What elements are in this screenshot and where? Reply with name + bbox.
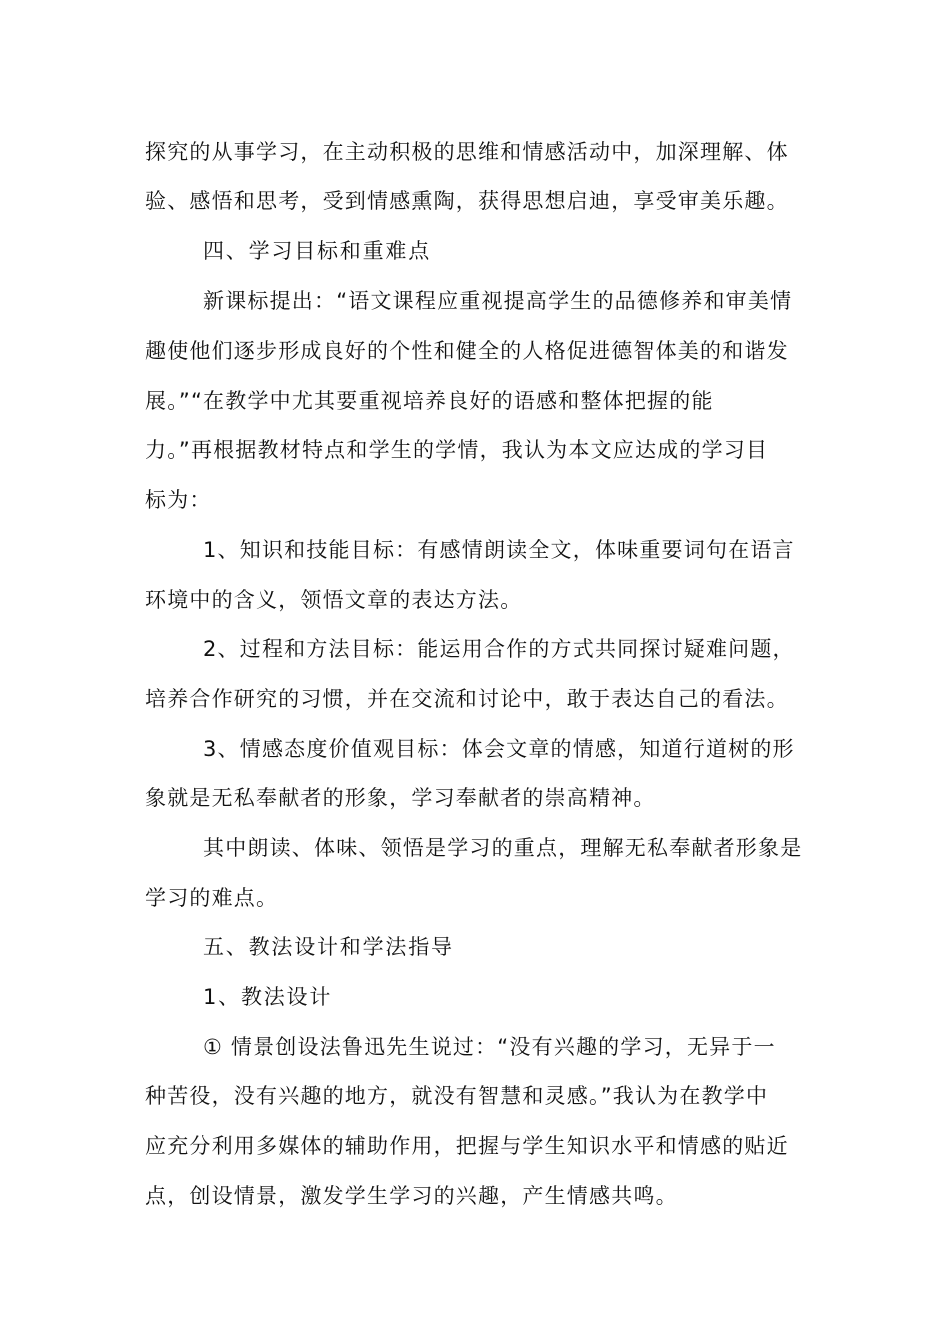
section-heading: 五、教法设计和学法指导 (203, 935, 454, 959)
paragraph-line: 2、过程和方法目标：能运用合作的方式共同探讨疑难问题， (203, 637, 795, 661)
section-heading: 四、学习目标和重难点 (203, 239, 431, 263)
paragraph-line: 探究的从事学习，在主动积极的思维和情感活动中，加深理解、体 (145, 140, 789, 164)
paragraph-line: 标为： (145, 488, 212, 512)
paragraph-line: 趣使他们逐步形成良好的个性和健全的人格促进德智体美的和谐发 (145, 339, 789, 363)
paragraph-line: 新课标提出：“语文课程应重视提高学生的品德修养和审美情 (203, 289, 793, 313)
paragraph-line: 点，创设情景，激发学生学习的兴趣，产生情感共鸣。 (145, 1184, 678, 1208)
paragraph-line: 1、知识和技能目标：有感情朗读全文，体味重要词句在语言 (203, 538, 795, 562)
paragraph-line: 3、情感态度价值观目标：体会文章的情感，知道行道树的形 (203, 737, 795, 761)
paragraph-line: 象就是无私奉献者的形象，学习奉献者的崇高精神。 (145, 786, 656, 810)
paragraph-line: 展。”“在教学中尤其要重视培养良好的语感和整体把握的能 (145, 389, 714, 413)
subsection-heading: 1、教法设计 (203, 985, 333, 1009)
paragraph-line: 培养合作研究的习惯，并在交流和讨论中，敢于表达自己的看法。 (145, 687, 789, 711)
paragraph-line: 其中朗读、体味、领悟是学习的重点，理解无私奉献者形象是 (203, 836, 803, 860)
paragraph-line: 学习的难点。 (145, 886, 279, 910)
paragraph-line: 应充分利用多媒体的辅助作用，把握与学生知识水平和情感的贴近 (145, 1134, 789, 1158)
paragraph-line: 力。”再根据教材特点和学生的学情，我认为本文应达成的学习目 (145, 438, 769, 462)
paragraph-line: 验、感悟和思考，受到情感熏陶，获得思想启迪，享受审美乐趣。 (145, 189, 789, 213)
paragraph-line: 环境中的含义，领悟文章的表达方法。 (145, 588, 523, 612)
paragraph-line: ① 情景创设法鲁迅先生说过：“没有兴趣的学习，无异于一 (203, 1035, 776, 1059)
paragraph-line: 种苦役，没有兴趣的地方，就没有智慧和灵感。”我认为在教学中 (145, 1084, 769, 1108)
